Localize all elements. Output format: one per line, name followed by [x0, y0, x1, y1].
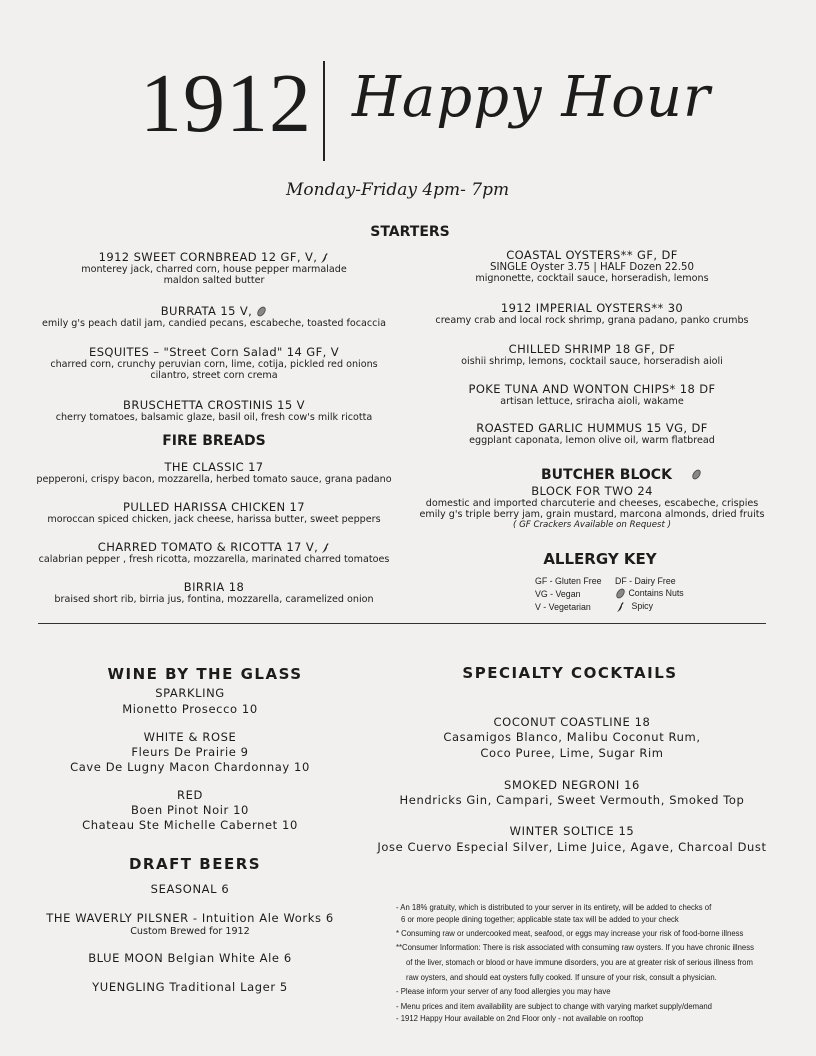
starters-heading: STARTERS: [370, 224, 450, 240]
menu-item-coastal-oysters: [392, 248, 792, 284]
fine-print: * Consuming raw or undercooked meat, seafood, or eggs may increase your risk of food-borne illness: [396, 928, 744, 938]
item-desc: eggplant caponata, lemon olive oil, warm flatbread: [469, 435, 715, 446]
menu-item-block-for-two: [392, 484, 792, 530]
item-name: ROASTED GARLIC HUMMUS 15 VG, DF: [476, 421, 708, 435]
item-name: PULLED HARISSA CHICKEN 17: [123, 500, 305, 514]
cocktail-desc: Jose Cuervo Especial Silver, Lime Juice, Agave, Charcoal Dust: [377, 840, 767, 854]
wine-sparkling-label: SPARKLING: [155, 686, 225, 700]
menu-item-esquites: [14, 345, 414, 381]
menu-item-cornbread: [14, 250, 414, 286]
item-desc: monterey jack, charred corn, house pepper marmalade: [81, 264, 347, 275]
fine-print: of the liver, stomach or blood or have immune disorders, you are at greater risk of serious illness from: [406, 957, 753, 967]
cocktails-heading: SPECIALTY COCKTAILS: [462, 664, 678, 682]
item-name: BRUSCHETTA CROSTINIS 15 V: [123, 398, 305, 412]
cocktail-desc: Hendricks Gin, Campari, Sweet Vermouth, Smoked Top: [399, 793, 745, 807]
item-desc: artisan lettuce, sriracha aioli, wakame: [500, 396, 684, 407]
butcher-heading-row: [541, 464, 702, 483]
wine-item: Fleurs De Prairie 9: [131, 745, 249, 759]
allergy-v: V - Vegetarian: [535, 602, 591, 612]
fine-print: 6 or more people dining together; applicable state tax will be added to your check: [401, 914, 679, 924]
header-divider: [323, 61, 325, 161]
allergy-vg: VG - Vegan: [535, 589, 581, 599]
item-name: 1912 SWEET CORNBREAD 12 GF, V,: [98, 250, 318, 264]
item-desc: moroccan spiced chicken, jack cheese, harissa butter, sweet peppers: [47, 514, 381, 525]
allergy-nuts-label: Contains Nuts: [628, 588, 684, 598]
nut-icon: [615, 588, 626, 599]
draft-beers-heading: DRAFT BEERS: [128, 855, 262, 873]
beer-item: THE WAVERLY PILSNER - Intuition Ale Works 6: [46, 911, 334, 925]
allergy-spicy: [617, 601, 653, 612]
allergy-gf: GF - Gluten Free: [535, 576, 602, 586]
menu-item-poke: [392, 382, 792, 407]
item-desc: calabrian pepper , fresh ricotta, mozzarella, marinated charred tomatoes: [38, 554, 390, 565]
menu-item-imperial-oysters: [392, 301, 792, 326]
cocktail-desc: Casamigos Blanco, Malibu Coconut Rum,: [443, 730, 701, 744]
item-name: BLOCK FOR TWO 24: [531, 484, 653, 498]
item-desc: oishii shrimp, lemons, cocktail sauce, horseradish aioli: [461, 356, 723, 367]
allergy-spicy-label: Spicy: [631, 601, 653, 611]
cocktail-name: WINTER SOLTICE 15: [509, 824, 635, 838]
item-name: POKE TUNA AND WONTON CHIPS* 18 DF: [468, 382, 716, 396]
menu-item-hummus: [392, 421, 792, 446]
cocktail-name: COCONUT COASTLINE 18: [493, 715, 651, 729]
happy-hour-days: Monday-Friday 4pm- 7pm: [286, 180, 510, 200]
nut-icon: [691, 469, 702, 480]
gf-crackers-note: ( GF Crackers Available on Request ): [513, 520, 671, 530]
item-desc: charred corn, crunchy peruvian corn, lime, cotija, pickled red onions: [50, 359, 378, 370]
item-price: SINGLE Oyster 3.75 | HALF Dozen 22.50: [490, 262, 694, 273]
wine-heading: WINE BY THE GLASS: [107, 665, 303, 683]
section-divider: [38, 623, 766, 624]
wine-item: Mionetto Prosecco 10: [122, 702, 258, 716]
wine-item: Boen Pinot Noir 10: [131, 803, 249, 817]
page-title: Happy Hour: [352, 65, 711, 130]
butcher-block-heading: BUTCHER BLOCK: [541, 467, 672, 483]
menu-item-burrata: [14, 304, 414, 329]
item-desc: cilantro, street corn crema: [150, 370, 278, 381]
item-desc: domestic and imported charcuterie and cheeses, escabeche, crispies: [425, 498, 759, 509]
fine-print: - Please inform your server of any food allergies you may have: [396, 986, 611, 996]
wine-white-label: WHITE & ROSE: [143, 730, 237, 744]
wine-red-label: RED: [177, 788, 203, 802]
item-desc: creamy crab and local rock shrimp, grana padano, panko crumbs: [435, 315, 749, 326]
item-desc: mignonette, cocktail sauce, horseradish, lemons: [475, 273, 709, 284]
item-desc: cherry tomatoes, balsamic glaze, basil oil, fresh cow's milk ricotta: [55, 412, 373, 423]
item-desc: emily g's peach datil jam, candied pecans, escabeche, toasted focaccia: [41, 318, 387, 329]
spicy-icon: [322, 543, 330, 553]
menu-item-chilled-shrimp: [392, 342, 792, 367]
item-name: BURRATA 15 V,: [160, 304, 253, 318]
wine-item: Cave De Lugny Macon Chardonnay 10: [70, 760, 310, 774]
cocktail-desc: Coco Puree, Lime, Sugar Rim: [480, 746, 664, 760]
beer-item: BLUE MOON Belgian White Ale 6: [88, 951, 292, 965]
menu-item-ricotta: [14, 540, 414, 565]
item-desc: pepperoni, crispy bacon, mozzarella, herbed tomato sauce, grana padano: [36, 474, 392, 485]
beer-item: YUENGLING Traditional Lager 5: [92, 980, 288, 994]
allergy-key-heading: ALLERGY KEY: [543, 550, 657, 568]
beer-item: SEASONAL 6: [150, 882, 230, 896]
allergy-nuts: [615, 588, 684, 599]
fire-breads-heading: FIRE BREADS: [162, 433, 266, 449]
menu-item-birria: [14, 580, 414, 605]
menu-item-harissa: [14, 500, 414, 525]
item-name: THE CLASSIC 17: [164, 460, 264, 474]
menu-item-classic: [14, 460, 414, 485]
fine-print: - 1912 Happy Hour available on 2nd Floor only - not available on rooftop: [396, 1013, 644, 1023]
fine-print: - Menu prices and item availability are subject to change with varying market supply/demand: [396, 1001, 712, 1011]
item-name: COASTAL OYSTERS** GF, DF: [506, 248, 678, 262]
beer-note: Custom Brewed for 1912: [130, 926, 250, 937]
brand-logo: 1912: [140, 57, 312, 150]
spicy-icon: [321, 253, 329, 263]
item-name: CHARRED TOMATO & RICOTTA 17 V,: [97, 540, 319, 554]
wine-item: Chateau Ste Michelle Cabernet 10: [82, 818, 298, 832]
fine-print: - An 18% gratuity, which is distributed to your server in its entirety, will be added to checks of: [396, 902, 712, 912]
item-desc: emily g's triple berry jam, grain mustard, marcona almonds, dried fruits: [419, 509, 765, 520]
allergy-df: DF - Dairy Free: [615, 576, 676, 586]
item-desc: maldon salted butter: [163, 275, 265, 286]
nut-icon: [256, 306, 267, 317]
fine-print: raw oysters, and should eat oysters fully cooked. If unsure of your risk, consult a physician.: [406, 972, 717, 982]
item-name: ESQUITES – "Street Corn Salad" 14 GF, V: [89, 345, 339, 359]
item-desc: braised short rib, birria jus, fontina, mozzarella, caramelized onion: [54, 594, 374, 605]
item-name: 1912 IMPERIAL OYSTERS** 30: [500, 301, 684, 315]
item-name: CHILLED SHRIMP 18 GF, DF: [508, 342, 676, 356]
cocktail-name: SMOKED NEGRONI 16: [504, 778, 640, 792]
menu-item-bruschetta: [14, 398, 414, 423]
spicy-icon: [617, 602, 625, 612]
fine-print: **Consumer Information: There is risk associated with consuming raw oysters. If you have chronic illness: [396, 942, 754, 952]
item-name: BIRRIA 18: [183, 580, 245, 594]
